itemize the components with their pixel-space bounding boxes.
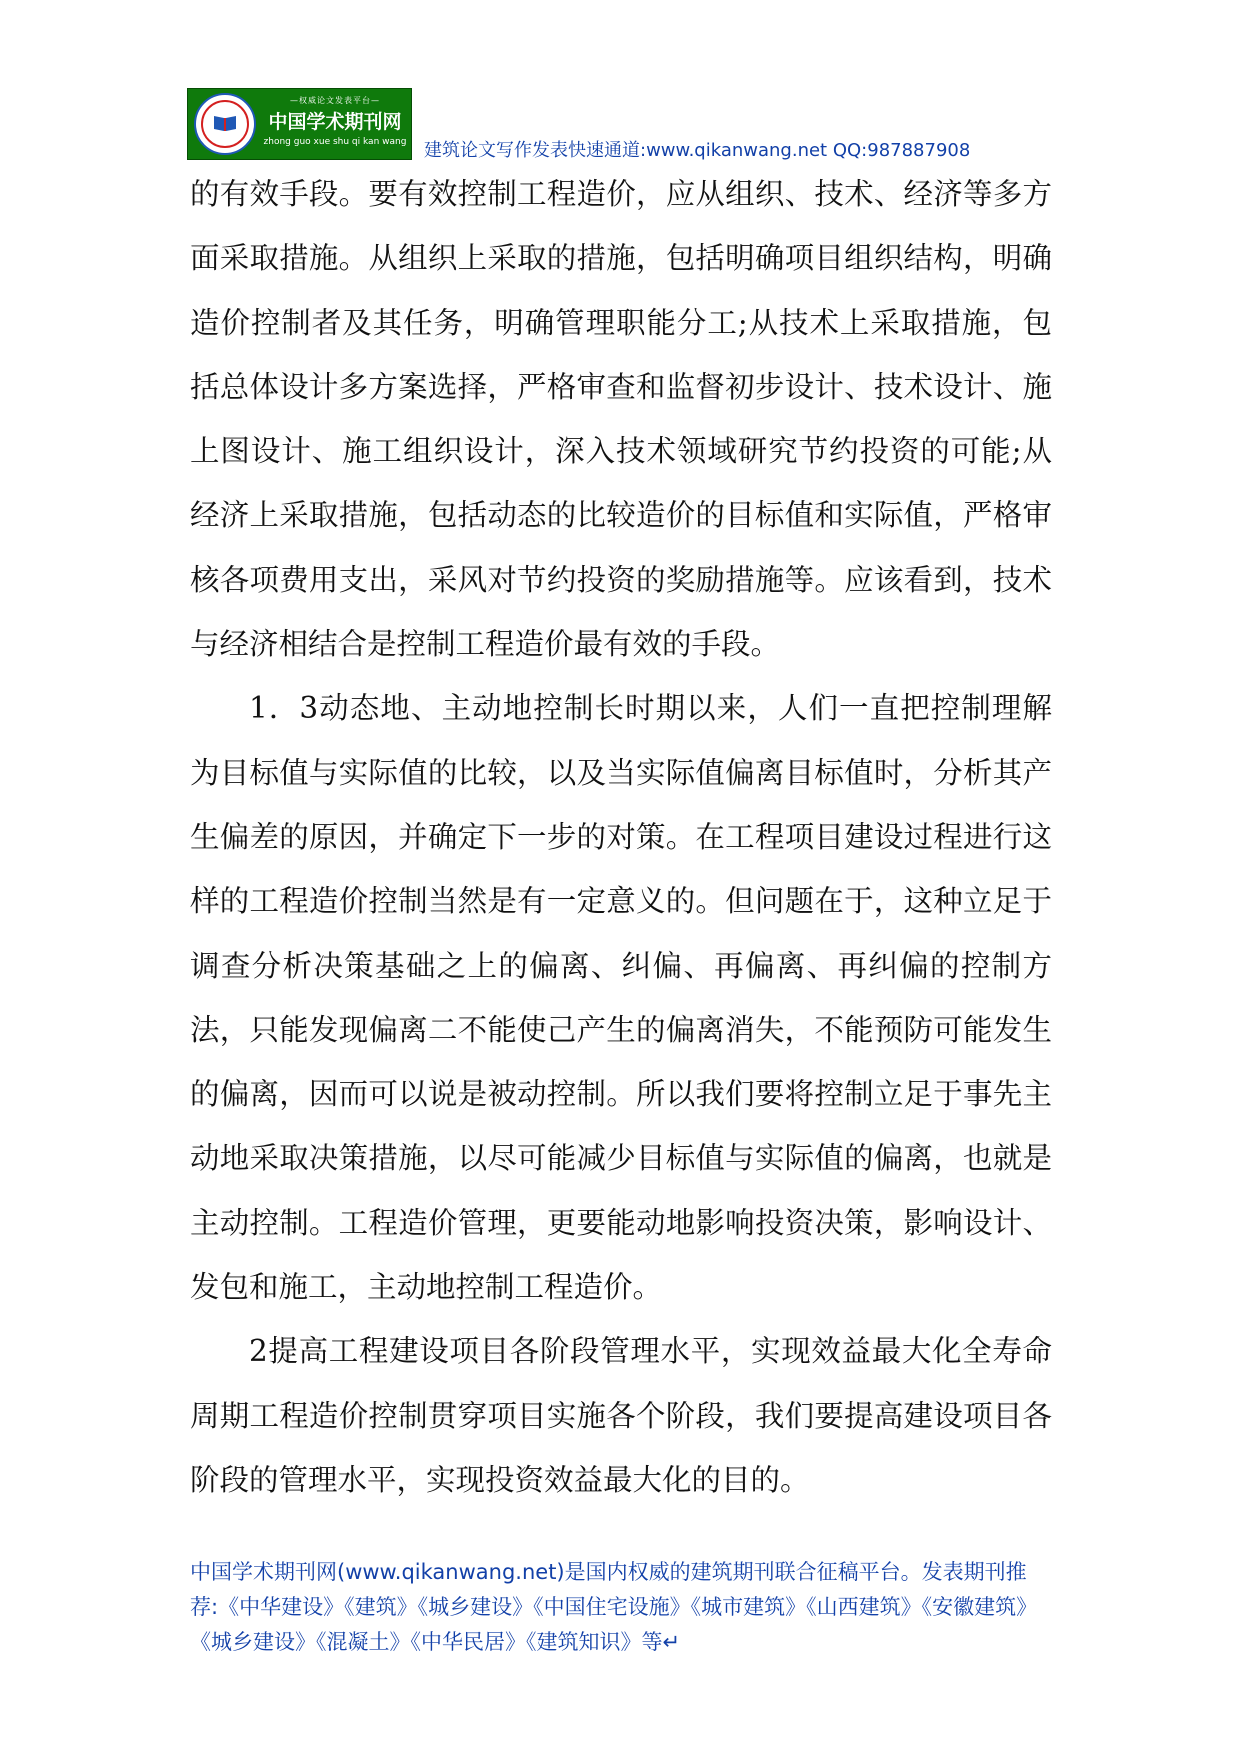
paragraph-section-1-3: 1．3动态地、主动地控制长时期以来，人们一直把控制理解为目标值与实际值的比较，以及当实际值偏离目标值时，分析其产生偏差的原因，并确定下一步的对策。在工程项目建设过程进行这样的工程造价控制当然是有一定意义的。但问题在于，这种立足于调查分析决策基础之上的偏离、纠偏、再偏离、再纠偏的控制方法，只能发现偏离二不能使己产生的偏离消失，不能预防可能发生的偏离，因而可以说是被动控制。所以我们要将控制立足于事先主动地采取决策措施，以尽可能减少目标值与实际值的偏离，也就是主动控制。工程造价管理，更要能动地影响投资决策，影响设计、发包和施工，主动地控制工程造价。	[190, 691, 1052, 1305]
footer-note	[190, 1555, 1052, 1660]
logo-tagline: —权威论文发表平台—	[290, 96, 380, 105]
article-body	[190, 162, 1052, 1512]
paragraph-section-2: 2提高工程建设项目各阶段管理水平，实现效益最大化全寿命周期工程造价控制贯穿项目实施各个阶段，我们要提高建设项目各阶段的管理水平，实现投资效益最大化的目的。	[190, 1334, 1052, 1497]
site-logo[interactable]	[187, 88, 412, 160]
paragraph-continued: 的有效手段。要有效控制工程造价，应从组织、技术、经济等多方面采取措施。从组织上采取的措施，包括明确项目组织结构，明确造价控制者及其任务，明确管理职能分工;从技术上采取措施，包括总体设计多方案选择，严格审查和监督初步设计、技术设计、施上图设计、施工组织设计，深入技术领域研究节约投资的可能;从经济上采取措施，包括动态的比较造价的目标值和实际值，严格审核各项费用支出，采风对节约投资的奖励措施等。应该看到，技术与经济相结合是控制工程造价最有效的手段。	[190, 177, 1052, 662]
book-icon	[213, 114, 237, 132]
logo-name: 中国学术期刊网	[268, 111, 402, 133]
header-link[interactable]: 建筑论文写作发表快速通道:www.qikanwang.net QQ:987887908	[424, 140, 971, 161]
footer-text[interactable]: 中国学术期刊网(www.qikanwang.net)是国内权威的建筑期刊联合征稿平台。发表期刊推荐:《中华建设》《建筑》《城乡建设》《中国住宅设施》《城市建筑》《山西建筑》《安徽建筑》《城乡建设》《混凝土》《中华民居》《建筑知识》等↵	[190, 1560, 1038, 1654]
logo-emblem	[194, 93, 256, 155]
logo-pinyin: zhong guo xue shu qi kan wang	[263, 137, 407, 147]
